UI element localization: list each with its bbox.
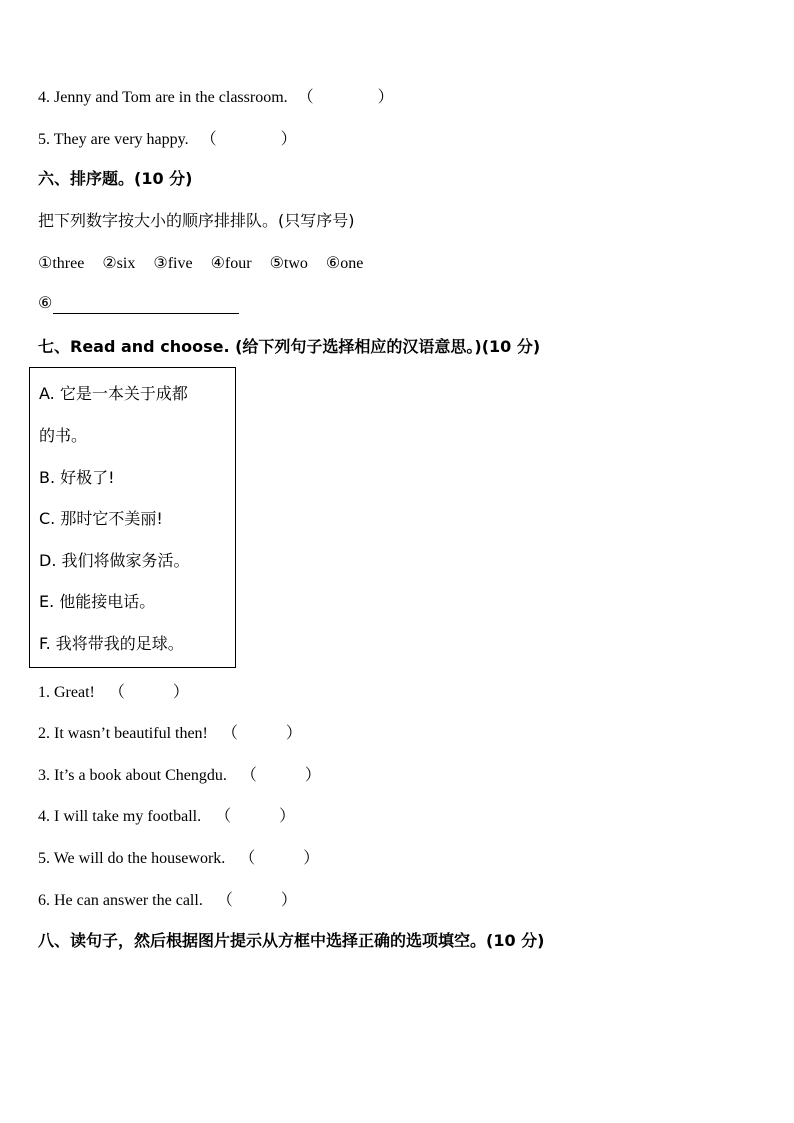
true-false-item-4 [38,87,394,108]
number-item: ①three [38,255,85,272]
number-item: ⑤two [269,255,308,272]
option-c: C. 那时它不美丽! [39,509,163,528]
number-list [38,254,377,274]
true-false-item-5 [38,129,297,150]
option-d: D. 我们将做家务活。 [39,551,190,570]
item-text: 3. It’s a book about Chengdu. [38,767,227,784]
section-heading-8: 八、读句子，然后根据图片提示从方框中选择正确的选项填空。(10 分) [38,931,545,950]
item-text: 6. He can answer the call. [38,892,203,909]
answer-paren[interactable]: （ ） [200,129,297,148]
section-instruction-6: 把下列数字按大小的顺序排排队。(只写序号) [38,211,355,230]
choose-item-6 [38,890,297,911]
choose-item-3 [38,765,321,786]
number-item: ④four [210,255,252,272]
answer-paren[interactable]: （ ） [216,890,297,909]
answer-paren[interactable]: （ ） [239,848,320,867]
answer-paren[interactable]: （ ） [215,806,296,825]
option-e: E. 他能接电话。 [39,592,156,611]
option-a: A. 它是一本关于成都 [39,384,188,403]
choose-item-2 [38,723,302,744]
item-text: 4. Jenny and Tom are in the classroom. [38,89,288,106]
options-box [29,367,236,668]
answer-paren[interactable]: （ ） [297,87,394,106]
option-f: F. 我将带我的足球。 [39,634,184,653]
item-text: 5. We will do the housework. [38,850,226,867]
item-text: 4. I will take my football. [38,808,202,825]
choose-item-5 [38,848,319,869]
answer-paren[interactable]: （ ） [221,723,302,742]
ordering-answer [38,294,239,314]
number-item: ⑥one [325,255,364,272]
answer-paren[interactable]: （ ） [108,682,189,701]
answer-paren[interactable]: （ ） [240,765,321,784]
item-text: 5. They are very happy. [38,131,189,148]
choose-item-1 [38,682,189,703]
option-a-cont: 的书。 [39,426,88,445]
section-heading-6: 六、排序题。(10 分) [38,169,193,188]
number-item: ②six [102,255,136,272]
item-text: 2. It wasn’t beautiful then! [38,725,208,742]
choose-item-4 [38,806,295,827]
section-heading-7: 七、Read and choose. (给下列句子选择相应的汉语意思。)(10 分) [38,337,541,356]
option-b: B. 好极了! [39,468,115,487]
answer-prefix: ⑥ [38,295,53,312]
answer-blank[interactable] [53,295,239,314]
item-text: 1. Great! [38,684,95,701]
number-item: ③five [153,255,193,272]
